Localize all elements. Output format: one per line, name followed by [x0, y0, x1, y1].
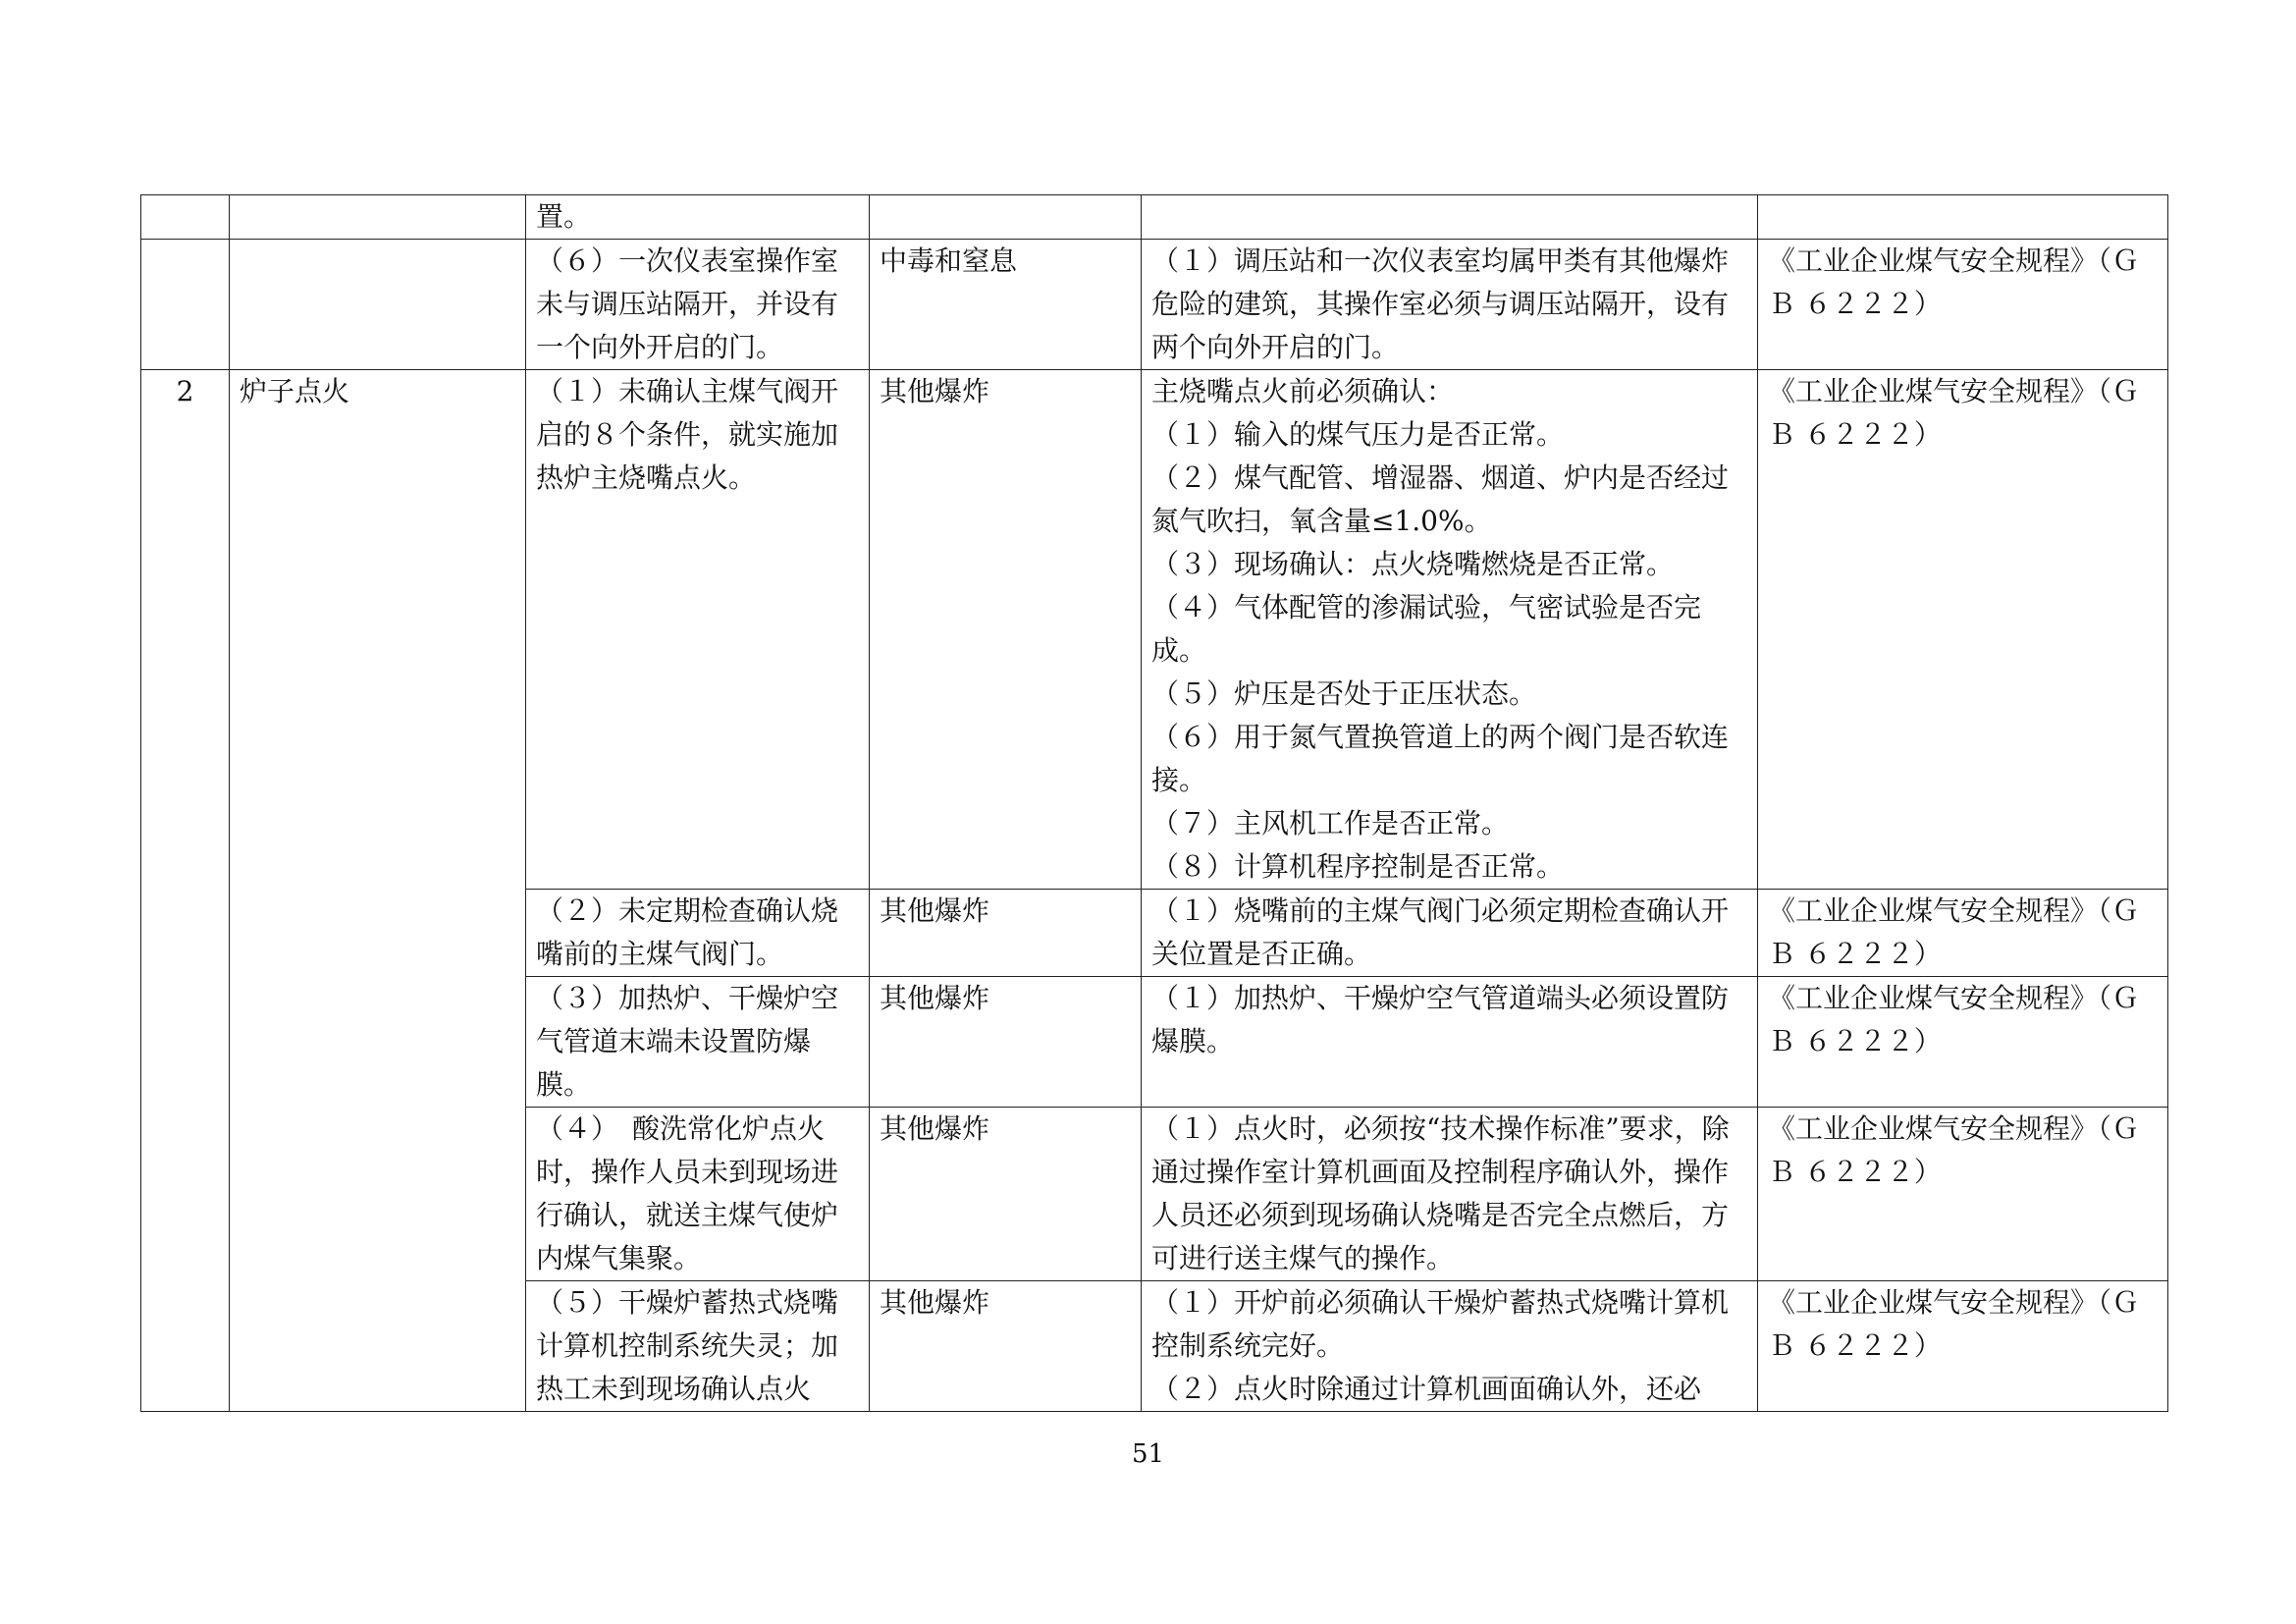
accident-type-cell: 其他爆炸: [870, 370, 1142, 890]
measure-cell: （１）烧嘴前的主煤气阀门必须定期检查确认开关位置是否正确。: [1142, 890, 1758, 977]
accident-type-cell: 中毒和窒息: [870, 240, 1142, 370]
basis-cell: [1758, 195, 2168, 240]
basis-cell: 《工业企业煤气安全规程》（ＧＢ ６２２２）: [1758, 977, 2168, 1108]
operation-name-cell: [230, 240, 526, 370]
accident-type-cell: [870, 195, 1142, 240]
hazard-cell: （５）干燥炉蓄热式烧嘴计算机控制系统失灵；加热工未到现场确认点火: [526, 1281, 870, 1412]
hazard-cell: （４） 酸洗常化炉点火时，操作人员未到现场进行确认，就送主煤气使炉内煤气集聚。: [526, 1108, 870, 1281]
page-number: 51: [1131, 1439, 1165, 1469]
measure-cell: [1142, 195, 1758, 240]
basis-cell: 《工业企业煤气安全规程》（ＧＢ ６２２２）: [1758, 1281, 2168, 1412]
accident-type-cell: 其他爆炸: [870, 890, 1142, 977]
basis-cell: 《工业企业煤气安全规程》（ＧＢ ６２２２）: [1758, 890, 2168, 977]
measure-cell: （１）开炉前必须确认干燥炉蓄热式烧嘴计算机控制系统完好。 （２）点火时除通过计算机画面确认外，还必: [1142, 1281, 1758, 1412]
row-number-cell: [141, 240, 230, 370]
table-row: [141, 195, 2168, 240]
measure-cell: （１）加热炉、干燥炉空气管道端头必须设置防爆膜。: [1142, 977, 1758, 1108]
row-number-cell: 2: [141, 370, 230, 1412]
hazard-cell: 置。: [526, 195, 870, 240]
measure-cell: （１）点火时，必须按“技术操作标准”要求，除通过操作室计算机画面及控制程序确认外，操作人员还必须到现场确认烧嘴是否完全点燃后，方可进行送主煤气的操作。: [1142, 1108, 1758, 1281]
basis-cell: 《工业企业煤气安全规程》（ＧＢ ６２２２）: [1758, 240, 2168, 370]
table-row: [141, 370, 2168, 890]
operation-name-cell: [230, 195, 526, 240]
operation-name-cell: 炉子点火: [230, 370, 526, 1412]
hazard-cell: （６）一次仪表室操作室未与调压站隔开，并设有一个向外开启的门。: [526, 240, 870, 370]
table-row: [141, 240, 2168, 370]
hazard-cell: （２）未定期检查确认烧嘴前的主煤气阀门。: [526, 890, 870, 977]
accident-type-cell: 其他爆炸: [870, 1108, 1142, 1281]
accident-type-cell: 其他爆炸: [870, 977, 1142, 1108]
row-number-cell: [141, 195, 230, 240]
basis-cell: 《工业企业煤气安全规程》（ＧＢ ６２２２）: [1758, 1108, 2168, 1281]
measure-cell: （１）调压站和一次仪表室均属甲类有其他爆炸危险的建筑，其操作室必须与调压站隔开，设有两个向外开启的门。: [1142, 240, 1758, 370]
hazard-cell: （３）加热炉、干燥炉空气管道末端未设置防爆膜。: [526, 977, 870, 1108]
accident-type-cell: 其他爆炸: [870, 1281, 1142, 1412]
hazard-cell: （１）未确认主煤气阀开启的８个条件，就实施加热炉主烧嘴点火。: [526, 370, 870, 890]
basis-cell: 《工业企业煤气安全规程》（ＧＢ ６２２２）: [1758, 370, 2168, 890]
hazard-table: [140, 194, 2168, 1412]
measure-cell: 主烧嘴点火前必须确认： （１）输入的煤气压力是否正常。 （２）煤气配管、增湿器、烟道、炉内是否经过氮气吹扫，氧含量≤1.0%。 （３）现场确认：点火烧嘴燃烧是否正常。 （４）气体配管的渗漏试验，气密试验是否完成。 （５）炉压是否处于正压状态。 （６）用于氮气置换管道上的两个阀门是否软连接。 （７）主风机工作是否正常。 （８）计算机程序控制是否正常。: [1142, 370, 1758, 890]
